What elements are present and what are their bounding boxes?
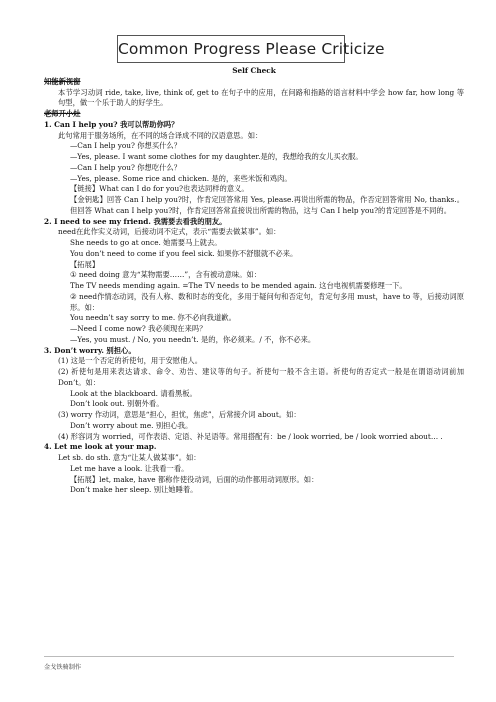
extension-note: 【拓展】let, make, have 都称作使役动词，后面的动作都用动词原形。如：: [70, 474, 319, 484]
example-line: —Yes, you must. / No, you needn’t. 是的，你必须来。/ 不，你不必来。: [70, 334, 316, 344]
title-banner: Common Progress Please Criticize: [117, 35, 345, 63]
example-line: You don’t need to come if you feel sick. 如果你不舒服就不必来。: [70, 248, 298, 258]
tip-paragraph: 【金钥匙】回答 Can I help you?时，作肯定回答常用 Yes, please.再说出所需的物品，作否定回答常用 No, thanks.。但回答 What can I help you?时，作肯定回答常直接说出所需的物品，这与 Can I help you?的肯定回答是不同的。: [70, 195, 464, 215]
point-1-title: 1. Can I help you? 我可以帮助你吗？: [44, 119, 179, 129]
point-4-title: 4. Let me look at your map.: [44, 442, 157, 452]
point-3-title: 3. Don’t worry. 别担心。: [44, 345, 136, 355]
self-check-heading: Self Check: [232, 66, 276, 75]
example-line: Don’t look out. 别朝外看。: [70, 399, 164, 409]
point-3-sub-3: (3) worry 作动词，意思是“担心，担忧，焦虑”，后常接介词 about。如：: [58, 410, 301, 419]
example-line: —Yes, please. Some rice and chicken. 是的，来些米饭和鸡肉。: [70, 173, 292, 183]
example-line: She needs to go at once. 她需要马上就去。: [70, 238, 222, 247]
section-heading-teacher: 老师开小灶: [44, 109, 81, 118]
point-4-intro: Let sb. do sth. 意为“让某人做某事”。如：: [58, 453, 201, 462]
point-3-sub-4: (4) 形容词为 worried，可作表语、定语、补足语等。常用搭配有：be / look worried, be / look worried about… .: [58, 431, 443, 441]
example-line: —Yes, please. I want some clothes for my daughter.是的，我想给我的女儿买衣服。: [70, 152, 363, 161]
footer-credit: 金戈铁骑制作: [44, 664, 82, 671]
example-line: —Can I help you? 你想吃什么？: [70, 162, 182, 172]
example-line: Don’t make her sleep. 别让她睡着。: [70, 485, 198, 495]
point-2-intro: need在此作实义动词，后接动词不定式，表示“需要去做某事”。如：: [58, 227, 281, 237]
point-1-intro: 此句常用于服务场所，在不同的场合译成不同的汉语意思。如：: [58, 130, 263, 140]
section-heading-goals: 知能新视窗: [44, 76, 81, 86]
example-line: The TV needs mending again. =The TV needs to be mended again. 这台电视机需要修理一下。: [70, 281, 407, 290]
point-3-sub-2: (2) 祈使句是用来表达请求、命令、劝告、建议等的句子。祈使句一般不含主语。祈使句的否定式一般是在谓语动词前加 Don’t。如：: [58, 367, 464, 387]
example-line: You needn’t say sorry to me. 你不必向我道歉。: [70, 313, 236, 323]
footer-divider: [44, 656, 454, 657]
point-2-sub-1: ① need doing 意为“某物需要……”，含有被动意味。如：: [70, 270, 262, 280]
extension-label: 【拓展】: [70, 259, 100, 269]
goals-paragraph: 本节学习动词 ride, take, live, think of, get to 在句子中的应用，在问路和指路的语言材料中学会 how far, how long 等句型，做一个乐于助人的好学生。: [58, 87, 464, 108]
document-body: [44, 66, 464, 496]
example-line: —Can I help you? 你想买什么？: [70, 141, 182, 151]
example-line: —Need I come now? 我必须现在来吗？: [70, 324, 207, 333]
point-2-sub-2: ② need作情态动词，没有人称、数和时态的变化，多用于疑问句和否定句，肯定句多用 must，have to 等，后接动词原形。如：: [70, 291, 464, 312]
point-2-title: 2. I need to see my friend. 我需要去看我的朋友。: [44, 216, 227, 226]
link-note: 【链接】What can I do for you?也表达同样的意义。: [70, 184, 249, 194]
point-3-sub-1: (1) 这是一个否定的祈使句，用于安慰他人。: [58, 356, 202, 366]
example-line: Don’t worry about me. 别担心我。: [70, 420, 193, 430]
example-line: Let me have a look. 让我看一看。: [70, 463, 189, 473]
example-line: Look at the blackboard. 请看黑板。: [70, 388, 197, 398]
